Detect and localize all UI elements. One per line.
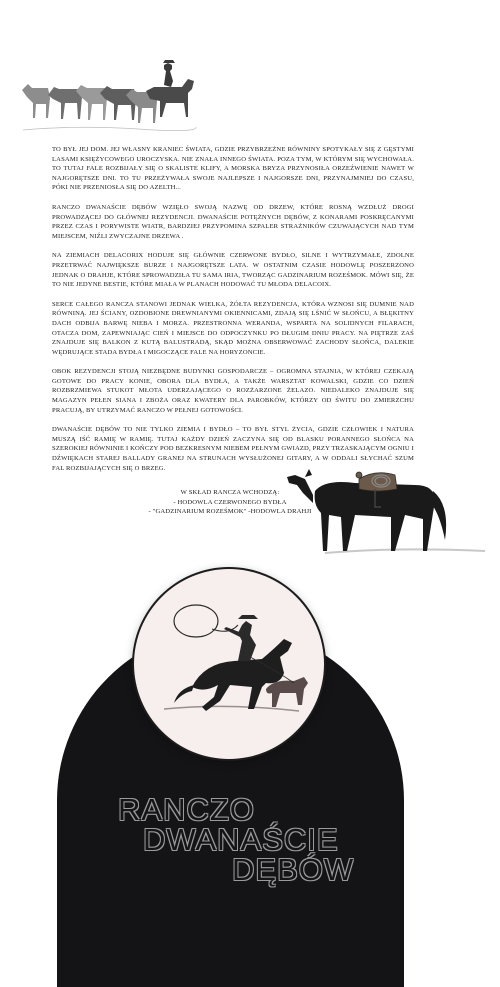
- composition-heading: W SKŁAD RANCZA WCHODZĄ:: [180, 489, 280, 496]
- saddled-horse-illustration: [285, 455, 490, 560]
- title-line-1: RANCZO: [118, 792, 255, 827]
- list-item: - HODOWLA CZERWONEGO BYDŁA: [173, 498, 287, 506]
- paragraph-4: SERCE CAŁEGO RANCZA STANOWI JEDNAK WIELKA, ŻÓŁTA REZYDENCJA, KTÓRA WZNOSI SIĘ DUMNIE NAD RÓWNINĄ. JEJ ŚCIANY, OZDOBIONE DREWNIANYMI OKIENNICAMI, ZDAJĄ SIĘ LŚNIĆ W SŁOŃCU, A BŁĘKITNY DACH ODBIJA BARWĘ NIEBA I MORZA. PRZESTRONNA WERANDA, WSPARTA NA SOLIDNYCH FILARACH, OTACZA DOM, ZAPEWNIAJĄC CIEŃ I MIEJSCE DO ODPOCZYNKU PO DŁUGIM DNIU PRACY. NA PIĘTRZE ZAŚ ZNAJDUJE SIĘ BALKON Z KUTĄ BALUSTRADĄ, SKĄD MOŻNA OBSERWOWAĆ ZACHODY SŁOŃCA, DALEKIE WĘDRUJĄCE STADA BYDŁA I MIGOCZĄCE FALE NA HORYZONCIE.: [52, 300, 414, 356]
- paragraph-1: TO BYŁ JEJ DOM. JEJ WŁASNY KRANIEC ŚWIATA, GDZIE PRZYBRZEŻNE RÓWNINY SPOTYKAŁY SIĘ Z GĘSTYMI LASAMI KSIĘŻYCOWEGO UROCZYSKA. NIE ZNAŁA INNEGO ŚWIATA. POZA TYM, W KTÓRYM SIĘ WYCHOWAŁA. TO TUTAJ FALE ROZBIJAŁY SIĘ O SKALISTE KLIFY, A MORSKA BRYZA PRZYNOSIŁA ORZEŹWIENIE NAWET W NAJGORĘTSZE DNI. TO TU PRZEŻYWAŁA SWOJE NAJLEPSZE I NAJGORSZE DNI, PRZYNAJMNIEJ DO CZASU, PÓKI NIE PRZENIOSŁA SIĘ DO AZELTH...: [52, 146, 414, 192]
- rider-medallion: [134, 569, 324, 759]
- paragraph-5: OBOK REZYDENCJI STOJĄ NIEZBĘDNE BUDYNKI GOSPODARCZE – OGROMNA STAJNIA, W KTÓREJ CZEKAJĄ GOTOWE DO PRACY KONIE, OBORA DLA BYDŁA, A TAKŻE WARSZTAT KOWALSKI, GDZIE CO DZIEŃ ROZBRZMIEWA STUKOT MŁOTA UDERZAJĄCEGO O ROZŻARZONE ŻELAZO. NIEDALEKO ZNAJDUJE SIĘ MAGAZYN PEŁEN SIANA I ZBOŻA ORAZ KWATERY DLA PAROBKÓW, KTÓRZY OD ŚWITU DO ZMIERZCHU PRACUJĄ, BY UTRZYMAĆ RANCZO W PEŁNEJ GOTOWOŚCI.: [52, 368, 414, 414]
- cowboy-lasso-rider-illustration: [134, 569, 324, 759]
- intro-text: [52, 145, 414, 483]
- horse-herd-illustration: [18, 55, 198, 135]
- list-item: - "GADZINARIUM ROZEŚMOK" -HODOWLA DRAHJI: [148, 508, 312, 516]
- paragraph-6: DWANAŚCIE DĘBÓW TO NIE TYLKO ZIEMIA I BYDŁO – TO BYŁ STYL ŻYCIA, GDZIE CZŁOWIEK I NATURA MUSZĄ IŚĆ RAMIĘ W RAMIĘ. TUTAJ KAŻDY DZIEŃ ZACZYNA SIĘ OD BLASKU PORANNEGO SŁOŃCA NA SZEROKIEJ RÓWNINIE I KOŃCZY POD BEZKRESNYM NIEBEM PEŁNYM GWIAZD, PRZY TRZASKAJĄCYM OGNIU I DŹWIĘKACH STAREJ BALLADY GRANEJ NA STRUNACH WYSŁUŻONEJ GITARY, A W ODDALI SŁYCHAĆ SZUM FAL ROZBIJAJĄCYCH SIĘ O BRZEG.: [52, 426, 414, 472]
- title-line-2: DWANAŚCIE: [143, 822, 339, 857]
- title-line-3: DĘBÓW: [232, 852, 355, 887]
- paragraph-2: RANCZO DWANAŚCIE DĘBÓW WZIĘŁO SWOJĄ NAZWĘ OD DRZEW, KTÓRE ROSNĄ WZDŁUŻ DROGI PROWADZĄCEJ DO GŁÓWNEJ REZYDENCJI. DWANAŚCIE POTĘŻNYCH DĘBÓW, Z KONARAMI POSKRĘCANYMI PRZEZ CZAS I PORYWISTE WIATR, BARDZIEJ PRZYPOMINA SZPALER STRAŻNIKÓW CZUWAJĄCYCH NAD TYM MIEJSCEM, NIŹLI ZWYCZAJNE DRZEWA .: [52, 203, 414, 240]
- paragraph-3: NA ZIEMIACH DELACORIX HODUJE SIĘ GŁÓWNIE CZERWONE BYDŁO, SILNE I WYTRZYMAŁE, ZDOLNE PRZETRWAĆ NAJWIĘKSZE BURZE I NAJGORĘTSZE LATA. W OSTATNIM CZASIE HODOWLĘ POSZERZONO JEDNAK O DRAHJE, KTÓRE SPROWADZIŁA TU SAMA IRIA, TWORZĄC GADZINARIUM ROZEŚMOK. MÓWI SIĘ, ŻE TO NIE JEDYNE BESTIE, KTÓRE MIAŁA W PLANACH HODOWAĆ TU MŁODA DELACOIX.: [52, 252, 414, 289]
